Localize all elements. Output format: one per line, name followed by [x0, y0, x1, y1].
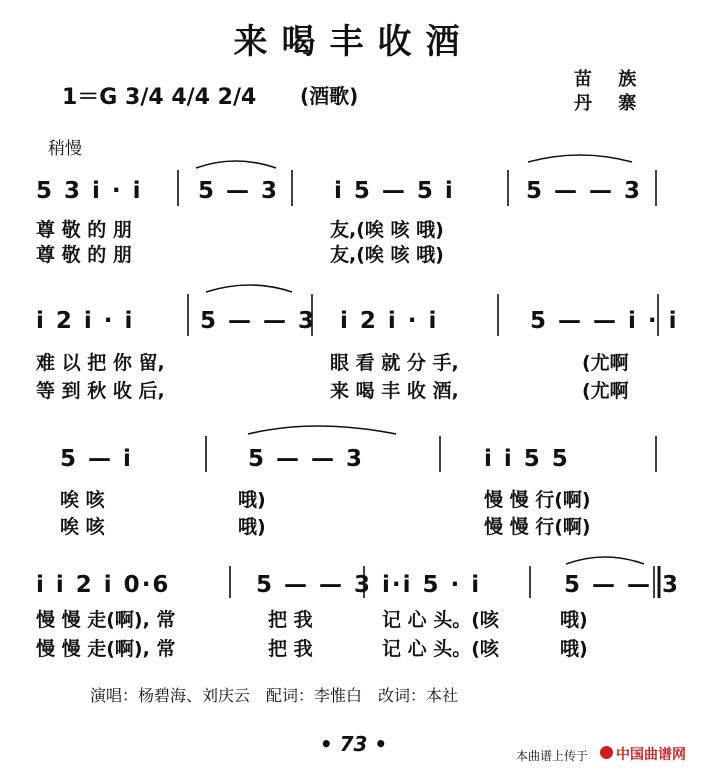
s3-lyric-1a: 唉 咳 [60, 489, 105, 511]
s4-measure-2: 5 — — 3 [256, 572, 373, 598]
s4-lyric-2c: 记 心 头。(咳 [382, 638, 499, 660]
s3-lyric-1c: 慢 慢 行(啊) [484, 489, 591, 511]
site-logo-icon [600, 746, 613, 759]
s2-measure-2: 5 — — 3 [200, 308, 317, 334]
s1-lyric-2a: 尊 敬 的 朋 [36, 244, 132, 266]
s2-measure-3: i 2 i · i [340, 308, 439, 334]
s3-lyric-2b: 哦) [238, 516, 266, 538]
s4-measure-4: 5 — — 3 [564, 572, 681, 598]
s3-measure-3: i i 5 5 [484, 446, 570, 472]
s2-measure-4: 5 — — i · i [530, 308, 679, 334]
s3-lyric-1b: 哦) [238, 489, 266, 511]
s4-lyric-1c: 记 心 头。(咳 [382, 609, 499, 631]
s4-lyric-1d: 哦) [560, 609, 588, 631]
s1-lyric-1c: 友,(唉 咳 哦) [330, 219, 444, 241]
s2-lyric-2a: 等 到 秋 收 后, [36, 380, 165, 402]
song-title: 来喝丰收酒 [233, 22, 474, 62]
s4-lyric-2d: 哦) [560, 638, 588, 660]
credits: 演唱：杨碧海、刘庆云 配词：李惟白 改词：本社 [90, 686, 459, 705]
s2-lyric-2d: (尤啊 [582, 380, 629, 402]
s3-measure-2: 5 — — 3 [248, 446, 365, 472]
s3-lyric-2c: 慢 慢 行(啊) [484, 516, 591, 538]
tempo-marking: 稍慢 [48, 139, 82, 159]
s4-measure-3: i·i 5 · i [382, 572, 482, 598]
s2-measure-1: i 2 i · i [36, 308, 135, 334]
s2-lyric-2c: 来 喝 丰 收 酒, [330, 380, 459, 402]
s2-lyric-1d: (尤啊 [582, 352, 629, 374]
s1-lyric-1a: 尊 敬 的 朋 [36, 219, 132, 241]
upload-note: 本曲谱上传于 [516, 749, 589, 763]
s4-lyric-1b: 把 我 [268, 609, 313, 631]
s1-measure-4: 5 — — 3 [526, 178, 643, 204]
s4-lyric-2b: 把 我 [268, 638, 313, 660]
s4-lyric-2a: 慢 慢 走(啊), 常 [36, 638, 176, 660]
site-name-link[interactable]: 中国曲谱网 [616, 747, 686, 763]
s1-measure-2: 5 — 3 [198, 178, 280, 204]
s4-measure-1: i i 2 i 0·6 [36, 572, 171, 598]
page-number: • 73 • [319, 732, 388, 756]
origin-line-2: 丹 寨 [574, 93, 647, 114]
genre-label: (酒歌) [300, 84, 359, 108]
s3-lyric-2a: 唉 咳 [60, 516, 105, 538]
s4-lyric-1a: 慢 慢 走(啊), 常 [36, 609, 176, 631]
origin-line-1: 苗 族 [574, 69, 647, 90]
s2-lyric-1a: 难 以 把 你 留, [36, 352, 165, 374]
s1-measure-1: 5 3 i · i [36, 178, 143, 204]
s1-lyric-2c: 友,(唉 咳 哦) [330, 244, 444, 266]
s3-measure-1: 5 — i [60, 446, 133, 472]
s2-lyric-1c: 眼 看 就 分 手, [330, 352, 459, 374]
s1-measure-3: i 5 — 5 i [334, 178, 455, 204]
key-signature: 1＝G 3/4 4/4 2/4 [62, 85, 257, 110]
